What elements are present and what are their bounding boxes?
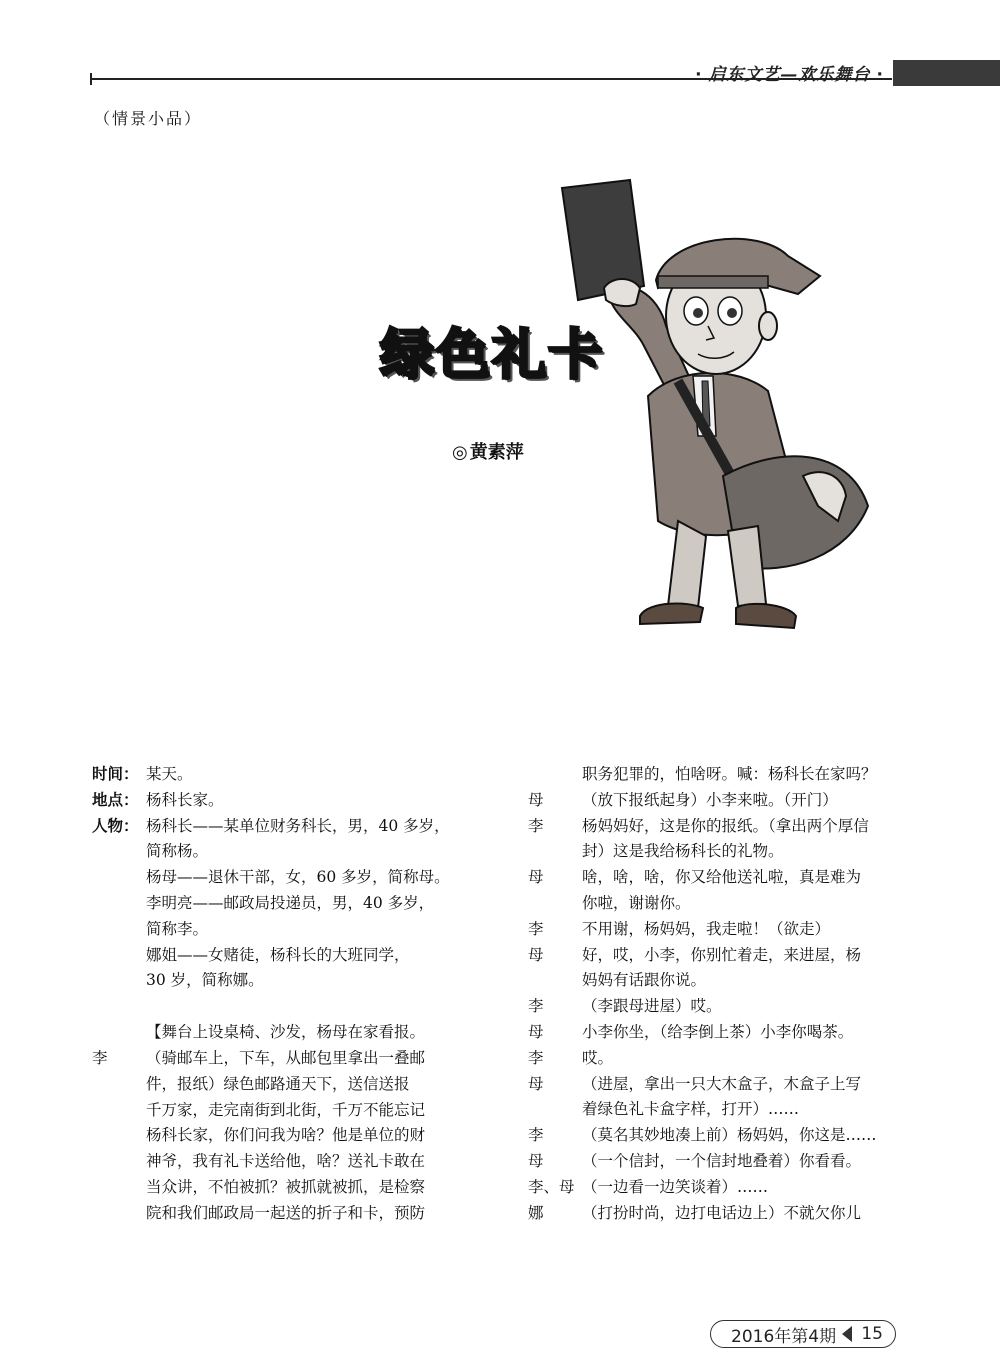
- dialogue-row: [528, 1123, 900, 1149]
- speaker: 李: [528, 919, 544, 938]
- speaker: 李: [528, 1126, 544, 1145]
- magazine-name: 启东文艺: [708, 65, 781, 85]
- dialogue-line: （打扮时尚，边打电话边上）不就欠你儿: [582, 1203, 862, 1222]
- cast-line: 简称李。: [146, 919, 209, 938]
- dialogue-line: 杨妈妈好，这是你的报纸。（拿出两个厚信: [582, 816, 869, 835]
- dialogue-line: 件，报纸）绿色邮路通天下，送信送报: [146, 1074, 410, 1093]
- dialogue-line: 当众讲，不怕被抓？被抓就被抓，是检察: [146, 1177, 426, 1196]
- speaker: 李: [528, 816, 544, 835]
- genre-label: （情景小品）: [94, 109, 203, 128]
- postman-illustration: [548, 176, 898, 636]
- right-column: [528, 762, 900, 1226]
- dialogue-row: [528, 917, 900, 943]
- cast-row-time: [92, 762, 482, 788]
- header-block: [893, 60, 1000, 86]
- speaker: 母: [528, 1151, 544, 1170]
- cast-line: 李明亮——邮政局投递员，男，40 多岁，: [146, 893, 435, 912]
- cast-line: 30 岁，简称娜。: [146, 971, 264, 990]
- separator-arrow-icon: [842, 1326, 852, 1342]
- dialogue-row: [528, 1149, 900, 1175]
- dialogue-line: 小李你坐，（给李倒上茶）小李你喝茶。: [582, 1022, 854, 1041]
- speaker: 母: [528, 1074, 544, 1093]
- dialogue-line: 神爷，我有礼卡送给他，啥？送礼卡敢在: [146, 1152, 426, 1171]
- author-name: 黄素萍: [469, 442, 524, 463]
- cast-row-people: [92, 814, 482, 995]
- dialogue-text: [146, 1046, 482, 1227]
- dialogue-row: [528, 788, 900, 814]
- dialogue-line: 院和我们邮政局一起送的折子和卡，预防: [146, 1203, 426, 1222]
- cast-line: 娜姐——女赌徒，杨科长的大班同学，: [146, 945, 410, 964]
- dialogue-line: （李跟母进屋）哎。: [582, 997, 722, 1016]
- dialogue-line: （一边看一边笑谈着）……: [582, 1177, 769, 1196]
- author-mark: ◎: [452, 442, 468, 463]
- dialogue-line: （骑邮车上，下车，从邮包里拿出一叠邮: [146, 1048, 426, 1067]
- dialogue-row: [528, 814, 900, 866]
- dialogue-line: 啥，啥，啥，你又给他送礼啦，真是难为: [582, 868, 862, 887]
- speaker: 李: [528, 1048, 544, 1067]
- dialogue-line: 妈妈有话跟你说。: [582, 971, 707, 990]
- cast-list: [146, 814, 482, 995]
- speaker: 母: [528, 868, 544, 887]
- cast-label: 人物：: [92, 816, 139, 835]
- dialogue-row: [528, 1175, 900, 1201]
- dialogue-row: [528, 1072, 900, 1124]
- dialogue-row: [528, 943, 900, 995]
- dialogue-row: [528, 1046, 900, 1072]
- dialogue-line: 着绿色礼卡盒字样，打开）……: [582, 1100, 800, 1119]
- dialogue-line: （进屋，拿出一只大木盒子，木盒子上写: [582, 1074, 862, 1093]
- dialogue-line: 封）这是我给杨科长的礼物。: [582, 842, 784, 861]
- dialogue-line: （放下报纸起身）小李来啦。（开门）: [582, 790, 838, 809]
- section-name: 欢乐舞台: [798, 65, 871, 85]
- dialogue-row: [528, 1201, 900, 1227]
- stage-direction: 【舞台上设桌椅、沙发，杨母在家看报。: [146, 1023, 426, 1042]
- dialogue-row: [528, 1020, 900, 1046]
- dialogue-li-opening: [92, 1046, 482, 1227]
- cast-line: 杨母——退休干部，女，60 多岁，简称母。: [146, 868, 450, 887]
- left-column: [92, 762, 482, 1227]
- dialogue-line: 好，哎，小李，你别忙着走，来进屋，杨: [582, 945, 862, 964]
- dialogue-line: 不用谢，杨妈妈，我走啦！（欲走）: [582, 919, 831, 938]
- dialogue-line: （莫名其妙地凑上前）杨妈妈，你这是……: [582, 1126, 877, 1145]
- cast-text: 某天。: [146, 765, 193, 783]
- dialogue-row: [528, 994, 900, 1020]
- speaker: 李: [92, 1048, 108, 1067]
- header-title: · 启东文艺—欢乐舞台 ·: [695, 65, 884, 85]
- dialogue-line: 职务犯罪的，怕啥呀。喊：杨科长在家吗？: [582, 765, 877, 783]
- cast-label: 地点：: [92, 790, 139, 809]
- dialogue-line: 千万家，走完南街到北街，千万不能忘记: [146, 1100, 426, 1119]
- speaker: [528, 762, 582, 788]
- speaker: 母: [528, 945, 544, 964]
- article-title: 绿色礼卡: [380, 323, 604, 386]
- cast-line: 简称杨。: [146, 842, 209, 861]
- speaker: 母: [528, 1022, 544, 1041]
- speaker: 娜: [528, 1203, 544, 1222]
- cast-label: 时间：: [92, 765, 139, 783]
- dialogue-line: 你啦，谢谢你。: [582, 893, 691, 912]
- dialogue-row: [528, 762, 900, 788]
- speaker: 李: [528, 997, 544, 1016]
- cast-text: 杨科长家。: [146, 790, 224, 809]
- dialogue-line: （一个信封，一个信封地叠着）你看看。: [582, 1151, 862, 1170]
- dialogue-line: 哎。: [582, 1048, 614, 1067]
- cast-line: 杨科长——某单位财务科长，男，40 多岁，: [146, 816, 450, 835]
- issue-label: 2016年第4期: [731, 1326, 837, 1347]
- speaker: 母: [528, 790, 544, 809]
- author-line: [452, 438, 524, 464]
- cast-row-place: [92, 788, 482, 814]
- page-number: 15: [861, 1324, 883, 1344]
- dialogue-row: [528, 865, 900, 917]
- dialogue-line: 杨科长家，你们问我为啥？他是单位的财: [146, 1126, 426, 1145]
- page-footer: [710, 1320, 896, 1348]
- speaker: 李、母: [528, 1177, 575, 1196]
